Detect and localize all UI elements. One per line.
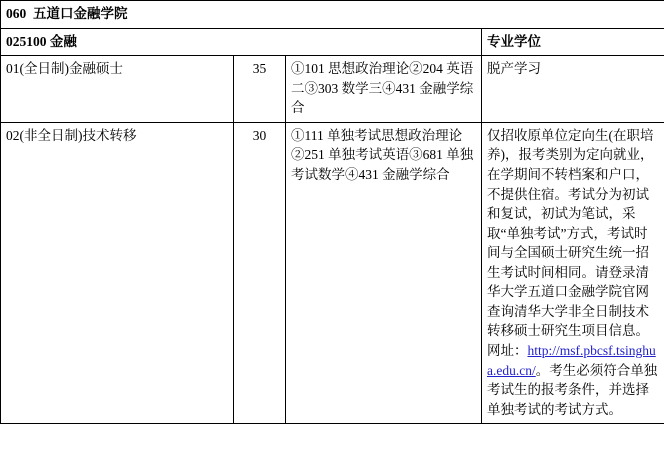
major-row [1, 28, 664, 56]
remarks-text-tail: 。考生必须符合单独考试生的报考条件，并选择单独考试的考试方式。 [487, 362, 658, 417]
department-name: 五道口金融学院 [33, 6, 128, 21]
exam-subjects-cell: ①101 思想政治理论②204 英语二③303 数学三④431 金融学综合 [286, 56, 482, 123]
major-name: 金融 [49, 33, 77, 49]
enrollment-cell: 35 [234, 56, 286, 123]
enrollment-cell: 30 [234, 122, 286, 423]
remarks-text: 仅招收原单位定向生(在职培养)，报考类别为定向就业，在学期间不转档案和户口，不提供住宿。考试分为初试和复试，初试为笔试，采取“单独考试”方式，考试时间与全国硕士研究生统一招生考试时间相同。请登录清华大学五道口金融学院官网查询清华大学非全日制技术转移硕士研究生项目信息。网址： [487, 127, 654, 358]
department-cell [1, 1, 664, 29]
exam-subjects-cell: ①111 单独考试思想政治理论②251 单独考试英语③681 单独考试数学④431 金融学综合 [286, 122, 482, 423]
remarks-cell: 脱产学习 [482, 56, 664, 123]
degree-type-header: 专业学位 [482, 28, 664, 56]
direction-cell: 02(非全日制)技术转移 [1, 122, 234, 423]
direction-cell: 01(全日制)金融硕士 [1, 56, 234, 123]
table-row [1, 56, 664, 123]
department-row [1, 1, 664, 29]
major-cell [1, 28, 482, 56]
program-website-link[interactable]: http://msf.pbcsf.tsinghua.edu.cn/ [487, 343, 656, 378]
table-row [1, 122, 664, 423]
major-code: 025100 [6, 33, 47, 49]
remarks-cell [482, 122, 664, 423]
department-code: 060 [6, 6, 27, 21]
